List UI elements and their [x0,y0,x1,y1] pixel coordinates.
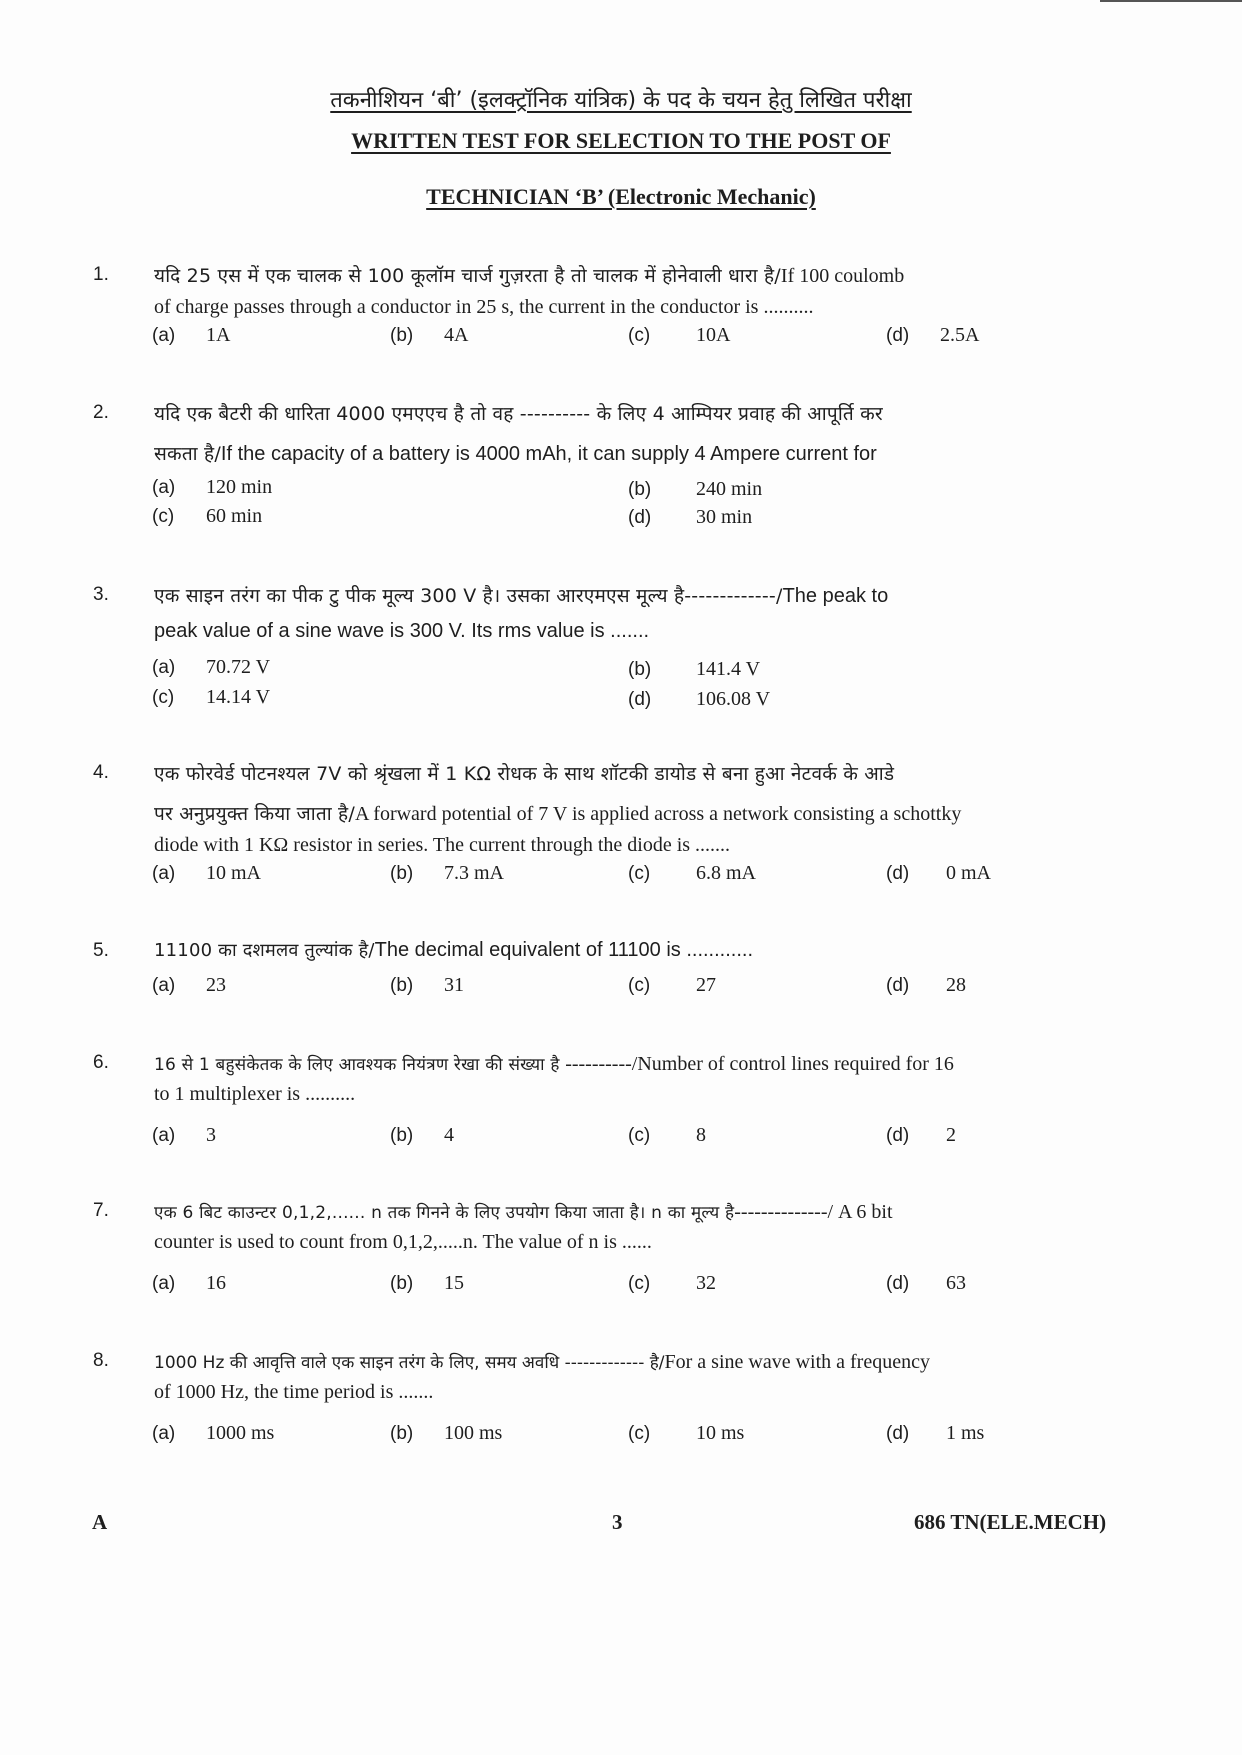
question-text-line3: diode with 1 KΩ resistor in series. The current through the diode is ....... [154,834,731,856]
question-text-line2: of 1000 Hz, the time period is ....... [154,1381,434,1403]
question-number: 7. [93,1200,109,1221]
question-number: 6. [93,1052,109,1073]
option-a[interactable]: (a) 23 [152,974,226,996]
question-text-line1: 16 से 1 बहुसंकेतक के लिए आवश्यक नियंत्रण रेखा की संख्या है ----------/Number of control lines required for 16 [154,1053,954,1075]
option-b[interactable]: (b) 141.4 V [628,658,761,680]
question-text-line2: पर अनुप्रयुक्त किया जाता है/A forward potential of 7 V is applied across a network consisting a schottky [154,803,962,825]
page-number: 3 [612,1510,623,1534]
question-text-line2: of charge passes through a conductor in 25 s, the current in the conductor is .......... [154,296,814,318]
question-number: 4. [93,762,109,783]
option-a[interactable]: (a) 120 min [152,476,273,498]
question-number: 1. [93,264,109,285]
english-title-line1: WRITTEN TEST FOR SELECTION TO THE POST OF [351,128,891,153]
option-d[interactable]: (d) 30 min [628,506,753,528]
option-b[interactable]: (b) 4A [390,324,469,346]
option-c[interactable]: (c) 6.8 mA [628,862,756,884]
question-text-line1: एक 6 बिट काउन्टर 0,1,2,...... n तक गिनने के लिए उपयोग किया जाता है। n का मूल्य है--------------/ A 6 bit [154,1201,893,1223]
question-text-line1: एक साइन तरंग का पीक टु पीक मूल्य 300 V है। उसका आरएमएस मूल्य है-------------/The peak to [154,585,889,607]
question-number: 3. [93,584,109,605]
option-b[interactable]: (b) 4 [390,1124,454,1146]
question-number: 8. [93,1350,109,1371]
question-text-line2: counter is used to count from 0,1,2,.....n. The value of n is ...... [154,1231,652,1253]
option-c[interactable]: (c) 10 ms [628,1422,745,1444]
question-text-line1: 1000 Hz की आवृत्ति वाले एक साइन तरंग के लिए, समय अवधि ------------- है/For a sine wave with a frequency [154,1351,930,1373]
option-d[interactable]: (d) 28 [886,974,966,996]
question-text-line2: सकता है/If the capacity of a battery is 4000 mAh, it can supply 4 Ampere current for [154,443,877,465]
option-a[interactable]: (a) 3 [152,1124,216,1146]
question-text-line1: यदि 25 एस में एक चालक से 100 कूलॉम चार्ज गुज़रता है तो चालक में होनेवाली धारा है/If 100 coulomb [154,265,905,287]
option-d[interactable]: (d) 63 [886,1272,966,1294]
option-b[interactable]: (b) 100 ms [390,1422,503,1444]
option-a[interactable]: (a) 1000 ms [152,1422,275,1444]
question-text-line1: 11100 का दशमलव तुल्यांक है/The decimal equivalent of 11100 is ............ [154,939,754,961]
option-d[interactable]: (d) 106.08 V [628,688,771,710]
series-code: A [92,1510,108,1534]
option-c[interactable]: (c) 27 [628,974,716,996]
option-c[interactable]: (c) 8 [628,1124,706,1146]
question-text-line1: यदि एक बैटरी की धारिता 4000 एमएएच है तो वह ---------- के लिए 4 आम्पियर प्रवाह की आपूर्ति कर [154,403,883,425]
question-text-line1: एक फोरवेर्ड पोटनश्यल 7V को श्रृंखला में 1 KΩ रोधक के साथ शॉटकी डायोड से बना हुआ नेटवर्क के आडे [154,763,895,785]
question-number: 2. [93,402,109,423]
option-c[interactable]: (c) 32 [628,1272,716,1294]
option-d[interactable]: (d) 0 mA [886,862,991,884]
option-c[interactable]: (c) 14.14 V [152,686,271,708]
paper-code: 686 TN(ELE.MECH) [914,1510,1107,1534]
option-d[interactable]: (d) 2 [886,1124,956,1146]
option-b[interactable]: (b) 31 [390,974,464,996]
option-a[interactable]: (a) 16 [152,1272,226,1294]
question-number: 5. [93,940,109,961]
option-b[interactable]: (b) 240 min [628,478,763,500]
option-a[interactable]: (a) 70.72 V [152,656,271,678]
option-a[interactable]: (a) 1A [152,324,231,346]
option-a[interactable]: (a) 10 mA [152,862,261,884]
option-d[interactable]: (d) 1 ms [886,1422,985,1444]
option-b[interactable]: (b) 15 [390,1272,464,1294]
option-c[interactable]: (c) 10A [628,324,731,346]
page-edge-line [1100,0,1242,2]
question-text-line2: to 1 multiplexer is .......... [154,1083,356,1105]
english-title-line2: TECHNICIAN ‘B’ (Electronic Mechanic) [426,184,816,209]
option-d[interactable]: (d) 2.5A [886,324,980,346]
option-b[interactable]: (b) 7.3 mA [390,862,504,884]
question-text-line2: peak value of a sine wave is 300 V. Its rms value is ....... [154,620,650,642]
hindi-title: तकनीशियन ‘बी’ (इलक्ट्रॉनिक यांत्रिक) के पद के चयन हेतु लिखित परीक्षा [330,88,912,113]
option-c[interactable]: (c) 60 min [152,505,263,527]
